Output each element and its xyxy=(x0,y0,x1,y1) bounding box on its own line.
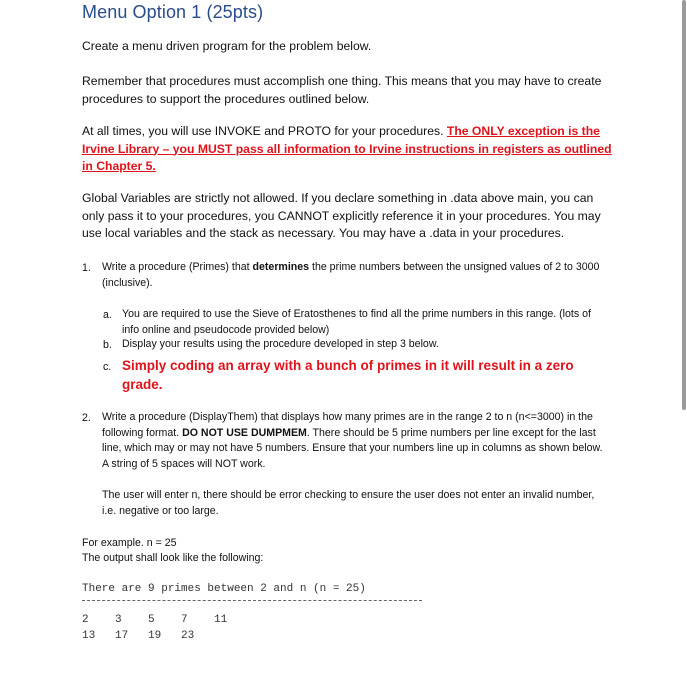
item-1-bold: determines xyxy=(252,261,310,273)
example-line: For example. n = 25 xyxy=(82,537,177,549)
user-input-paragraph: The user will enter n, there should be error checking to ensure the user does not enter an invalid number, i.e. negative or too large. xyxy=(102,489,595,517)
remember-paragraph: Remember that procedures must accomplish one thing. This means that you may have to create procedures to support the procedures outlined below. xyxy=(82,74,602,106)
sub-c-warning: Simply coding an array with a bunch of primes in it will result in a zero grade. xyxy=(122,358,574,392)
sub-b-text: Display your results using the procedure developed in step 3 below. xyxy=(122,338,439,350)
output-row-1: 2 3 5 7 11 xyxy=(82,614,228,626)
item-1-number: 1. xyxy=(82,262,91,274)
item-1-post: the prime numbers between the unsigned values of 2 to 3000 (inclusive). xyxy=(102,261,600,289)
page-heading: Menu Option 1 (25pts) xyxy=(82,2,264,22)
output-row-2: 13 17 19 23 xyxy=(82,630,195,642)
item-2-pre: Write a procedure (DisplayThem) that displays how many primes are in the range 2 to n (n<=3000) in the following format. xyxy=(102,411,593,439)
invoke-text: At all times, you will use INVOKE and PROTO for your procedures. xyxy=(82,124,447,138)
item-2-text xyxy=(102,410,607,472)
output-divider xyxy=(82,600,422,601)
sub-b-letter: b. xyxy=(103,339,112,351)
invoke-paragraph xyxy=(82,123,614,176)
item-1-text xyxy=(102,260,602,291)
sub-c-letter: c. xyxy=(103,361,112,373)
item-1-pre: Write a procedure (Primes) that xyxy=(102,261,253,273)
sub-a-letter: a. xyxy=(103,309,112,321)
item-2-post: . There should be 5 prime numbers per line except for the last line, which may or may not have 5 numbers. Ensure that your numbers line up in columns as shown below. A string of 5 spaces will NOT work. xyxy=(102,426,603,470)
intro-paragraph: Create a menu driven program for the problem below. xyxy=(82,39,372,53)
irvine-exception-text: The ONLY exception is the Irvine Library – you MUST pass all information to Irvine instructions in registers as outlined in Chapter 5. xyxy=(82,124,612,173)
output-intro-line: The output shall look like the following: xyxy=(82,552,264,564)
item-2-number: 2. xyxy=(82,412,91,424)
globals-paragraph: Global Variables are strictly not allowed. If you declare something in .data above main, you can only pass it to your procedures, you CANNOT explicitly reference it in your procedures. You may use local variables and the stack as necessary. You may have a .data in your procedures. xyxy=(82,191,601,240)
scrollbar-thumb[interactable] xyxy=(682,0,686,410)
item-2-bold: DO NOT USE DUMPMEM xyxy=(182,426,307,439)
output-header-line: There are 9 primes between 2 and n (n = 25) xyxy=(82,583,366,595)
sub-a-text: You are required to use the Sieve of Eratosthenes to find all the prime numbers in this range. (lots of info online and pseudocode provided below) xyxy=(122,308,591,336)
